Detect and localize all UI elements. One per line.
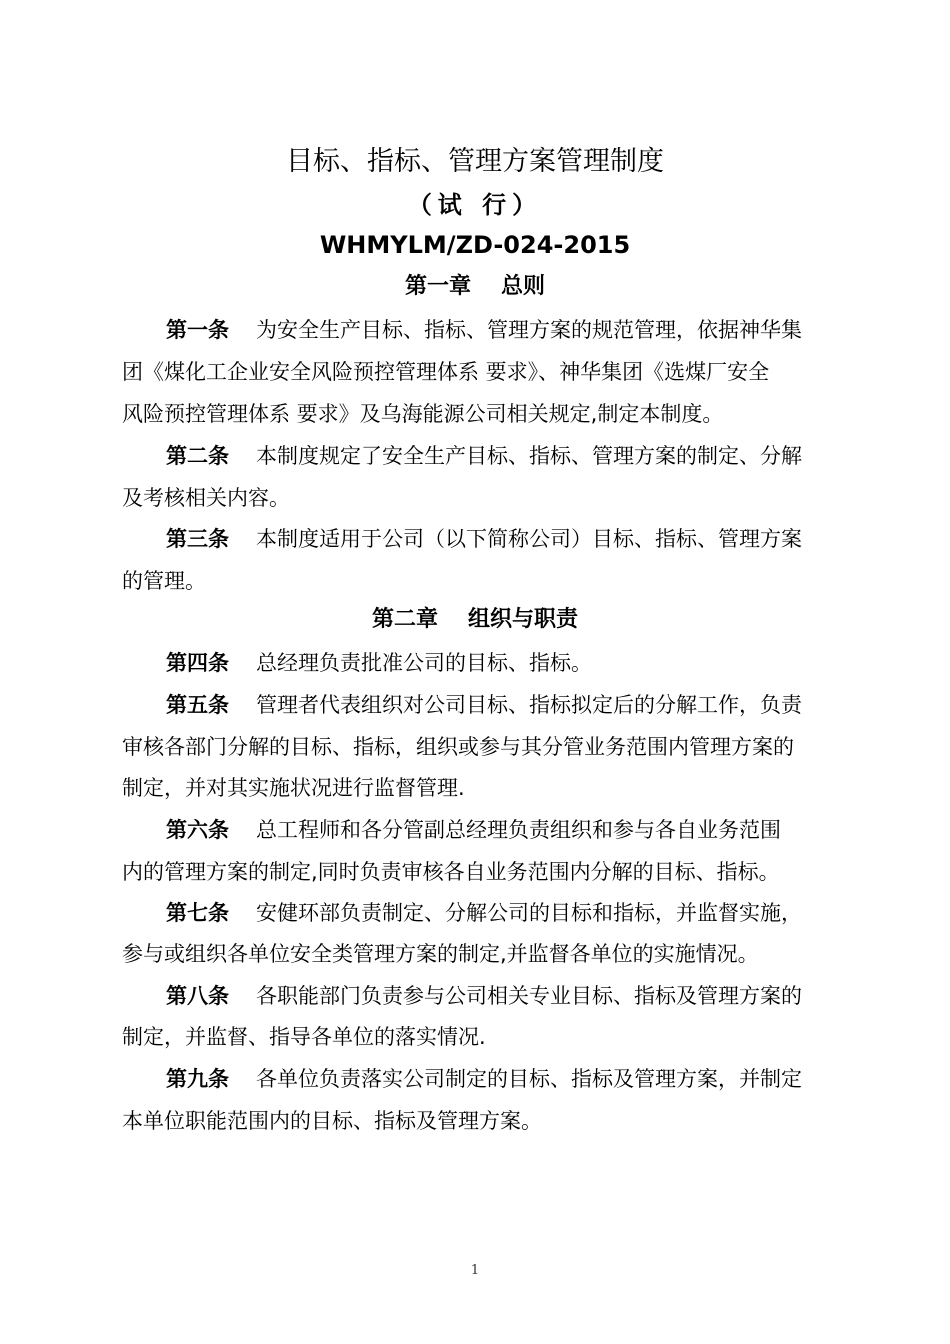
document-code: WHMYLM/ZD-024-2015 <box>319 231 631 259</box>
chapter-name: 总则 <box>501 274 546 299</box>
article-text: 为安全生产目标、指标、管理方案的规范管理，依据神华集 <box>256 318 802 342</box>
chapter-heading-2 <box>0 603 950 637</box>
article-line: 团《煤化工企业安全风险预控管理体系 要求》、神华集团《选煤厂安全 <box>122 360 770 384</box>
chapter-label: 第一章 <box>404 274 471 299</box>
article-text: 总工程师和各分管副总经理负责组织和参与各自业务范围 <box>256 818 781 842</box>
article-line: 参与或组织各单位安全类管理方案的制定,并监督各单位的实施情况。 <box>122 942 759 966</box>
article-line <box>166 689 802 721</box>
article-line <box>166 980 802 1012</box>
article-label: 第三条 <box>166 527 229 551</box>
article-label: 第四条 <box>166 651 229 675</box>
article-line <box>166 647 592 679</box>
chapter-label: 第二章 <box>371 607 438 632</box>
article-label: 第一条 <box>166 318 229 342</box>
chapter-name: 组织与职责 <box>468 607 579 632</box>
article-text: 安健环部负责制定、分解公司的目标和指标，并监督实施， <box>256 901 802 925</box>
article-line <box>166 1063 802 1095</box>
article-label: 第六条 <box>166 818 229 842</box>
article-line: 本单位职能范围内的目标、指标及管理方案。 <box>122 1109 542 1133</box>
article-label: 第九条 <box>166 1067 229 1091</box>
page-number: 1 <box>470 1263 480 1278</box>
article-label: 第七条 <box>166 901 229 925</box>
article-line <box>166 440 802 472</box>
article-text: 本制度适用于公司（以下简称公司）目标、指标、管理方案 <box>256 527 802 551</box>
article-label: 第五条 <box>166 693 229 717</box>
article-text: 各单位负责落实公司制定的目标、指标及管理方案，并制定 <box>256 1067 802 1091</box>
document-title: 目标、指标、管理方案管理制度 <box>286 146 664 177</box>
article-line: 风险预控管理体系 要求》及乌海能源公司相关规定,制定本制度。 <box>122 402 724 426</box>
article-line <box>166 314 802 346</box>
document-subtitle: （试 行） <box>407 191 543 219</box>
article-line: 内的管理方案的制定,同时负责审核各自业务范围内分解的目标、指标。 <box>122 860 780 884</box>
chapter-heading-1 <box>0 270 950 304</box>
article-line <box>166 814 781 846</box>
article-text: 管理者代表组织对公司目标、指标拟定后的分解工作，负责 <box>256 693 802 717</box>
article-line: 的管理。 <box>122 569 206 593</box>
article-line: 审核各部门分解的目标、指标，组织或参与其分管业务范围内管理方案的 <box>122 735 794 759</box>
article-line <box>166 897 802 929</box>
article-label: 第八条 <box>166 984 229 1008</box>
article-line <box>166 523 802 555</box>
article-label: 第二条 <box>166 444 229 468</box>
article-text: 本制度规定了安全生产目标、指标、管理方案的制定、分解 <box>256 444 802 468</box>
article-text: 各职能部门负责参与公司相关专业目标、指标及管理方案的 <box>256 984 802 1008</box>
article-line: 制定，并对其实施状况进行监督管理. <box>122 776 465 800</box>
article-line: 及考核相关内容。 <box>122 486 290 510</box>
article-line: 制定，并监督、指导各单位的落实情况. <box>122 1025 486 1049</box>
article-text: 总经理负责批准公司的目标、指标。 <box>256 651 592 675</box>
